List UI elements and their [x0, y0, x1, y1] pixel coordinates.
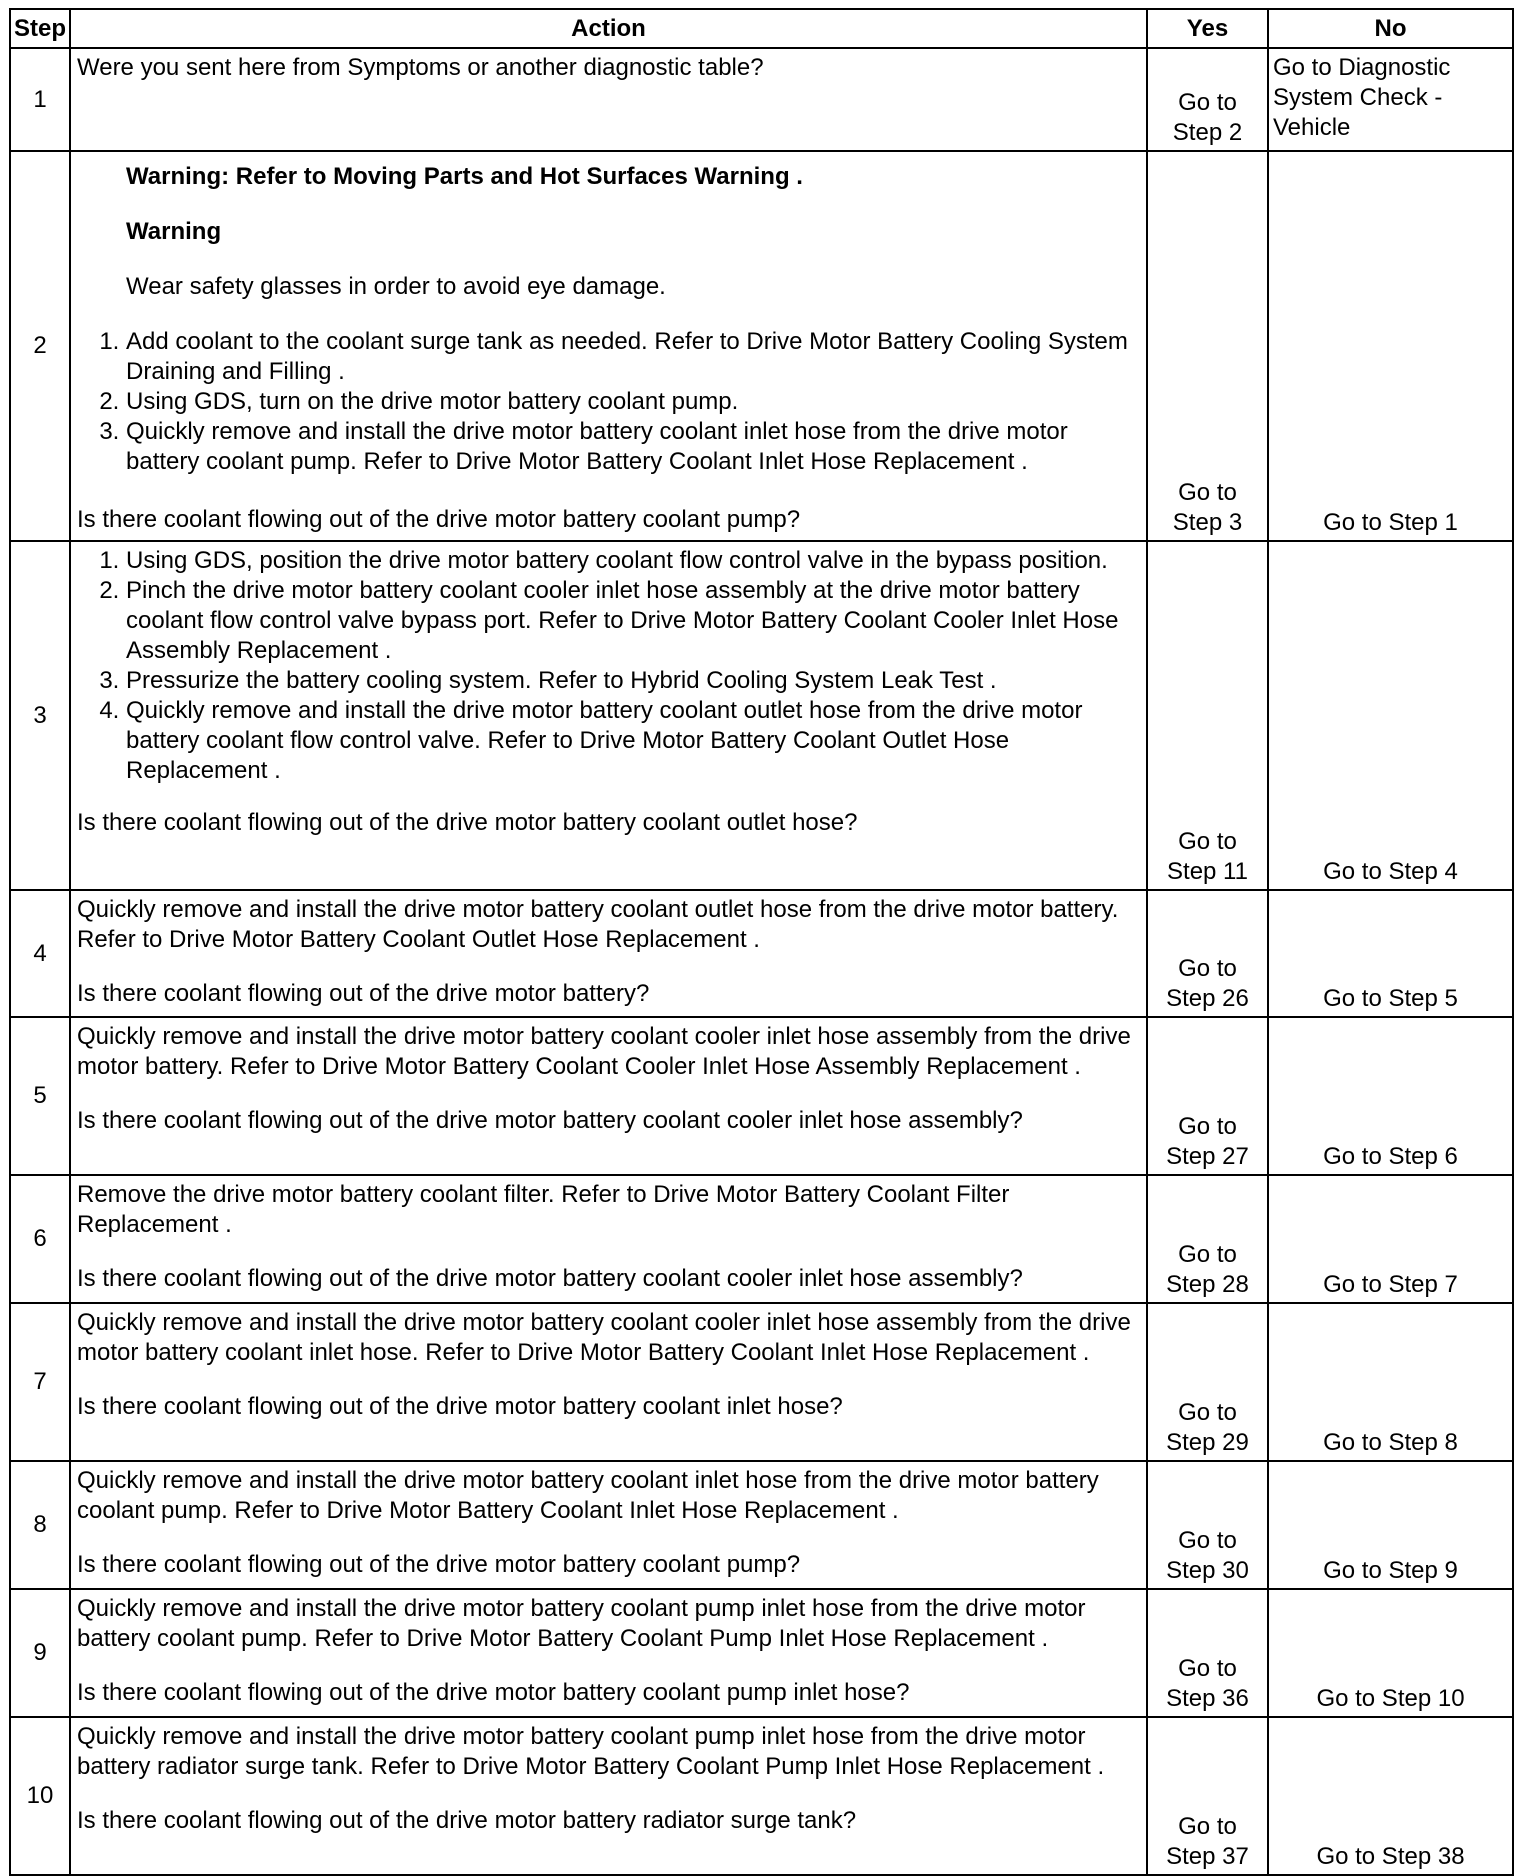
step-number: 6 — [10, 1175, 70, 1303]
step-number: 10 — [10, 1717, 70, 1875]
table-row — [10, 890, 1513, 1017]
yes-cell: Go to Step 26 — [1147, 890, 1268, 1017]
yes-cell: Go to Step 27 — [1147, 1017, 1268, 1175]
procedure-list — [77, 546, 1138, 786]
question-text: Is there coolant flowing out of the drive motor battery coolant pump inlet hose? — [77, 1679, 910, 1706]
step-number: 4 — [10, 890, 70, 1017]
step-number: 7 — [10, 1303, 70, 1461]
procedure-item: 1. Add coolant to the coolant surge tank as needed. Refer to Drive Motor Battery Cooling System Draining and Filling . — [126, 327, 1138, 387]
warning-heading: Warning — [126, 218, 222, 245]
header-no: No — [1268, 9, 1513, 48]
question-text: Is there coolant flowing out of the drive motor battery? — [77, 980, 650, 1007]
action-cell — [70, 541, 1147, 890]
step-number: 3 — [10, 541, 70, 890]
yes-cell: Go to Step 28 — [1147, 1175, 1268, 1303]
action-cell — [70, 151, 1147, 541]
step-number: 5 — [10, 1017, 70, 1175]
question-text: Is there coolant flowing out of the drive motor battery coolant outlet hose? — [77, 809, 858, 836]
header-action: Action — [70, 9, 1147, 48]
action-cell — [70, 1017, 1147, 1175]
action-cell — [70, 1589, 1147, 1717]
table-row — [10, 541, 1513, 890]
diagnostic-table — [9, 8, 1514, 1876]
no-cell: Go to Diagnostic System Check - Vehicle — [1268, 48, 1513, 151]
action-text: Quickly remove and install the drive motor battery coolant cooler inlet hose assembly from the drive motor battery. Refer to Drive Motor Battery Coolant Cooler Inlet Hose Assembly Replacement . — [77, 1023, 1131, 1080]
table-row — [10, 1175, 1513, 1303]
step-number: 1 — [10, 48, 70, 151]
question-text: Is there coolant flowing out of the drive motor battery coolant pump? — [77, 506, 801, 533]
action-text: Quickly remove and install the drive motor battery coolant pump inlet hose from the drive motor battery radiator surge tank. Refer to Drive Motor Battery Coolant Pump Inlet Hose Replacement . — [77, 1723, 1105, 1780]
procedure-item: 3. Quickly remove and install the drive motor battery coolant inlet hose from the drive motor battery coolant pump. Refer to Drive Motor Battery Coolant Inlet Hose Replacement . — [126, 417, 1138, 477]
table-row — [10, 1589, 1513, 1717]
procedure-item: 3. Pressurize the battery cooling system. Refer to Hybrid Cooling System Leak Test . — [126, 666, 1138, 696]
table-row — [10, 151, 1513, 541]
action-cell — [70, 890, 1147, 1017]
action-text: Quickly remove and install the drive motor battery coolant inlet hose from the drive motor battery coolant pump. Refer to Drive Motor Battery Coolant Inlet Hose Replacement . — [77, 1467, 1099, 1524]
warning-text: Wear safety glasses in order to avoid eye damage. — [126, 273, 666, 300]
table-row — [10, 48, 1513, 151]
procedure-item: 1. Using GDS, position the drive motor battery coolant flow control valve in the bypass position. — [126, 546, 1138, 576]
action-text: Remove the drive motor battery coolant filter. Refer to Drive Motor Battery Coolant Filter Replacement . — [77, 1181, 1010, 1238]
action-cell — [70, 1461, 1147, 1589]
action-text: Quickly remove and install the drive motor battery coolant cooler inlet hose assembly from the drive motor battery coolant inlet hose. Refer to Drive Motor Battery Coolant Inlet Hose Replacement . — [77, 1309, 1131, 1366]
action-cell — [70, 48, 1147, 151]
warning-block — [77, 162, 1138, 302]
no-cell: Go to Step 7 — [1268, 1175, 1513, 1303]
yes-cell: Go to Step 36 — [1147, 1589, 1268, 1717]
action-cell — [70, 1175, 1147, 1303]
no-cell: Go to Step 9 — [1268, 1461, 1513, 1589]
action-text: Were you sent here from Symptoms or another diagnostic table? — [77, 54, 764, 81]
yes-cell: Go to Step 29 — [1147, 1303, 1268, 1461]
procedure-item: 4. Quickly remove and install the drive motor battery coolant outlet hose from the drive motor battery coolant flow control valve. Refer to Drive Motor Battery Coolant Outlet Hose Replacement . — [126, 696, 1138, 786]
question-text: Is there coolant flowing out of the drive motor battery radiator surge tank? — [77, 1807, 857, 1834]
no-cell: Go to Step 38 — [1268, 1717, 1513, 1875]
table-row — [10, 1717, 1513, 1875]
header-yes: Yes — [1147, 9, 1268, 48]
question-text: Is there coolant flowing out of the drive motor battery coolant cooler inlet hose assembly? — [77, 1265, 1023, 1292]
step-number: 2 — [10, 151, 70, 541]
no-cell: Go to Step 5 — [1268, 890, 1513, 1017]
action-text: Quickly remove and install the drive motor battery coolant outlet hose from the drive motor battery. Refer to Drive Motor Battery Coolant Outlet Hose Replacement . — [77, 896, 1119, 953]
action-text: Quickly remove and install the drive motor battery coolant pump inlet hose from the drive motor battery coolant pump. Refer to Drive Motor Battery Coolant Pump Inlet Hose Replacement . — [77, 1595, 1086, 1652]
yes-cell: Go to Step 37 — [1147, 1717, 1268, 1875]
no-cell: Go to Step 4 — [1268, 541, 1513, 890]
step-number: 8 — [10, 1461, 70, 1589]
yes-cell: Go to Step 30 — [1147, 1461, 1268, 1589]
table-row — [10, 1461, 1513, 1589]
question-text: Is there coolant flowing out of the drive motor battery coolant pump? — [77, 1551, 801, 1578]
table-row — [10, 1303, 1513, 1461]
table-header-row — [10, 9, 1513, 48]
no-cell: Go to Step 10 — [1268, 1589, 1513, 1717]
diagnostic-table-container — [9, 8, 1514, 1876]
yes-cell: Go to Step 11 — [1147, 541, 1268, 890]
action-cell — [70, 1303, 1147, 1461]
no-cell: Go to Step 1 — [1268, 151, 1513, 541]
yes-cell: Go to Step 2 — [1147, 48, 1268, 151]
step-number: 9 — [10, 1589, 70, 1717]
procedure-item: 2. Using GDS, turn on the drive motor battery coolant pump. — [126, 387, 1138, 417]
procedure-item: 2. Pinch the drive motor battery coolant cooler inlet hose assembly at the drive motor battery coolant flow control valve bypass port. Refer to Drive Motor Battery Coolant Cooler Inlet Hose Assembly Replacement . — [126, 576, 1138, 666]
action-cell — [70, 1717, 1147, 1875]
question-text: Is there coolant flowing out of the drive motor battery coolant inlet hose? — [77, 1393, 843, 1420]
procedure-list — [77, 327, 1138, 477]
no-cell: Go to Step 6 — [1268, 1017, 1513, 1175]
question-text: Is there coolant flowing out of the drive motor battery coolant cooler inlet hose assembly? — [77, 1107, 1023, 1134]
header-step: Step — [10, 9, 70, 48]
no-cell: Go to Step 8 — [1268, 1303, 1513, 1461]
table-row — [10, 1017, 1513, 1175]
warning-heading: Warning: Refer to Moving Parts and Hot Surfaces Warning . — [126, 163, 803, 190]
yes-cell: Go to Step 3 — [1147, 151, 1268, 541]
